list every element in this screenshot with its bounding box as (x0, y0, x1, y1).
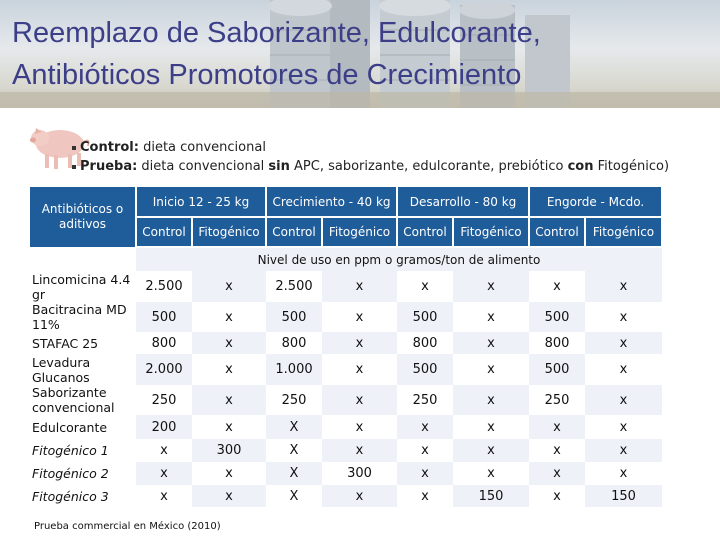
table-cell: x (619, 362, 628, 377)
table-cell: 2.500 (145, 279, 183, 294)
table-cell: 500 (136, 302, 192, 332)
table-cell: 800 (281, 335, 307, 351)
phase-header-inicio: Inicio 12 - 25 kg (136, 187, 266, 217)
table-cell: x (225, 362, 233, 377)
subheader-cell: Control (529, 217, 585, 247)
bullet-dot (72, 146, 76, 150)
title-line-1: Reemplazo de Saborizante, Edulcorante, (12, 17, 541, 49)
table-cell: 150 (453, 485, 529, 507)
table-cell: 2.000 (136, 354, 192, 385)
table-cell: x (453, 271, 529, 302)
page-title (12, 12, 541, 96)
table-cell: x (225, 309, 233, 325)
table-cell: x (421, 443, 429, 458)
table-cell: 500 (397, 354, 453, 385)
table-cell: x (192, 385, 266, 415)
table-cell: 800 (151, 335, 177, 351)
row-label: Lincomicina 4.4 gr (32, 271, 131, 302)
table-cell: x (585, 332, 662, 354)
table-cell: X (289, 488, 299, 504)
table-row (30, 354, 662, 385)
table-cell: x (619, 419, 628, 435)
table-cell: 250 (281, 392, 307, 408)
title-line-2: Antibióticos Promotores de Crecimiento (12, 59, 522, 91)
table-cell: 2.500 (275, 279, 313, 294)
phase-header-engorde: Engorde - Mcdo. (529, 187, 662, 217)
table-cell: x (421, 279, 429, 294)
table-cell: x (136, 462, 192, 485)
table-row (30, 485, 662, 507)
row-label: Fitogénico 3 (32, 488, 109, 504)
table-cell: X (266, 462, 322, 485)
table-corner-label: Antibióticos o aditivos (30, 187, 136, 247)
subheader-cell: Fitogénico (453, 217, 529, 247)
table-cell: x (225, 466, 233, 481)
table-cell: x (421, 488, 429, 504)
bullet-control (72, 138, 669, 157)
table-cell: x (619, 309, 628, 325)
table-row (30, 302, 662, 332)
row-label: Fitogénico 1 (32, 443, 109, 458)
header-banner (0, 0, 720, 108)
bullet-text: APC, saborizante, edulcorante, prebiótico (289, 159, 568, 174)
table-cell: x (397, 415, 453, 439)
table-cell: x (487, 309, 495, 325)
table-cell: 500 (529, 302, 585, 332)
table-cell: x (355, 362, 364, 377)
table-cell: 200 (136, 415, 192, 439)
table-cell: x (322, 332, 397, 354)
table-row (30, 415, 662, 439)
table-cell: x (585, 385, 662, 415)
table-cell: x (355, 419, 364, 435)
table-cell: 250 (412, 392, 438, 408)
table-cell: x (160, 488, 168, 504)
table-cell: 800 (412, 335, 438, 351)
bullet-text: dieta convencional (137, 159, 269, 174)
table-cell: x (487, 419, 495, 435)
bullet-text: dieta convencional (138, 140, 266, 155)
table-cell: X (289, 443, 299, 458)
phase-header-crecimiento: Crecimiento - 40 kg (266, 187, 397, 217)
table-body (30, 271, 662, 507)
bullet-label: Control: (80, 140, 139, 155)
table-cell: x (192, 332, 266, 354)
table-cell: x (487, 362, 495, 377)
row-label: STAFAC 25 (32, 335, 99, 351)
table-row (30, 332, 662, 354)
table-row (30, 439, 662, 462)
table-cell: x (192, 271, 266, 302)
table-cell: x (553, 488, 561, 504)
table-row (30, 271, 662, 302)
phase-header-desarrollo: Desarrollo - 80 kg (397, 187, 529, 217)
row-label: Fitogénico 2 (32, 466, 109, 481)
subheader-cell: Control (397, 217, 453, 247)
table-cell: 500 (529, 354, 585, 385)
table-cell: x (585, 439, 662, 462)
table-cell: x (453, 332, 529, 354)
table-cell: x (160, 443, 168, 458)
table-cell: x (322, 485, 397, 507)
subheader-cell: Fitogénico (585, 217, 662, 247)
table-cell: x (453, 385, 529, 415)
subheader-cell: Fitogénico (192, 217, 266, 247)
usage-level-caption: Nivel de uso en ppm o gramos/ton de alimento (136, 247, 662, 271)
table-cell: x (529, 462, 585, 485)
subheader-cell: Control (136, 217, 192, 247)
subheader-cell: Control (266, 217, 322, 247)
table-cell: 500 (397, 302, 453, 332)
table-cell: 250 (544, 392, 570, 408)
row-label: Bacitracina MD 11% (32, 302, 127, 332)
bullet-emphasis: sin (268, 159, 290, 174)
table-cell: x (553, 443, 561, 458)
table-cell: x (192, 485, 266, 507)
bullet-text: Fitogénico) (593, 159, 670, 174)
bullet-label: Prueba: (80, 159, 138, 174)
table-cell: x (619, 466, 628, 481)
bullet-emphasis: con (567, 159, 594, 174)
table-cell: x (453, 439, 529, 462)
table-cell: x (585, 271, 662, 302)
table-cell: 250 (151, 392, 177, 408)
table-cell: 800 (544, 335, 570, 351)
table-cell: 300 (192, 439, 266, 462)
table-row (30, 385, 662, 415)
table-cell: x (322, 439, 397, 462)
table-cell: x (225, 419, 233, 435)
table-cell: 500 (266, 302, 322, 332)
subheader-cell: Fitogénico (322, 217, 397, 247)
row-label: Edulcorante (32, 419, 108, 435)
table-cell: x (529, 415, 585, 439)
table-cell: 1.000 (266, 354, 322, 385)
bullet-list (72, 138, 669, 176)
footnote: Prueba commercial en México (2010) (34, 521, 221, 532)
bullet-dot (72, 165, 76, 169)
table-cell: x (322, 385, 397, 415)
table-cell: x (355, 309, 364, 325)
table-cell: x (553, 279, 561, 294)
bullet-prueba (72, 157, 669, 176)
blank-cell (30, 247, 136, 271)
row-label: Levadura Glucanos (32, 354, 91, 385)
row-label: Saborizante convencional (32, 385, 115, 415)
table-row (30, 462, 662, 485)
table-cell: 300 (347, 466, 372, 481)
table-cell: 150 (585, 485, 662, 507)
table-cell: X (266, 415, 322, 439)
dosage-table (30, 187, 663, 507)
table-cell: x (397, 462, 453, 485)
table-cell: x (322, 271, 397, 302)
table-cell: x (487, 466, 495, 481)
